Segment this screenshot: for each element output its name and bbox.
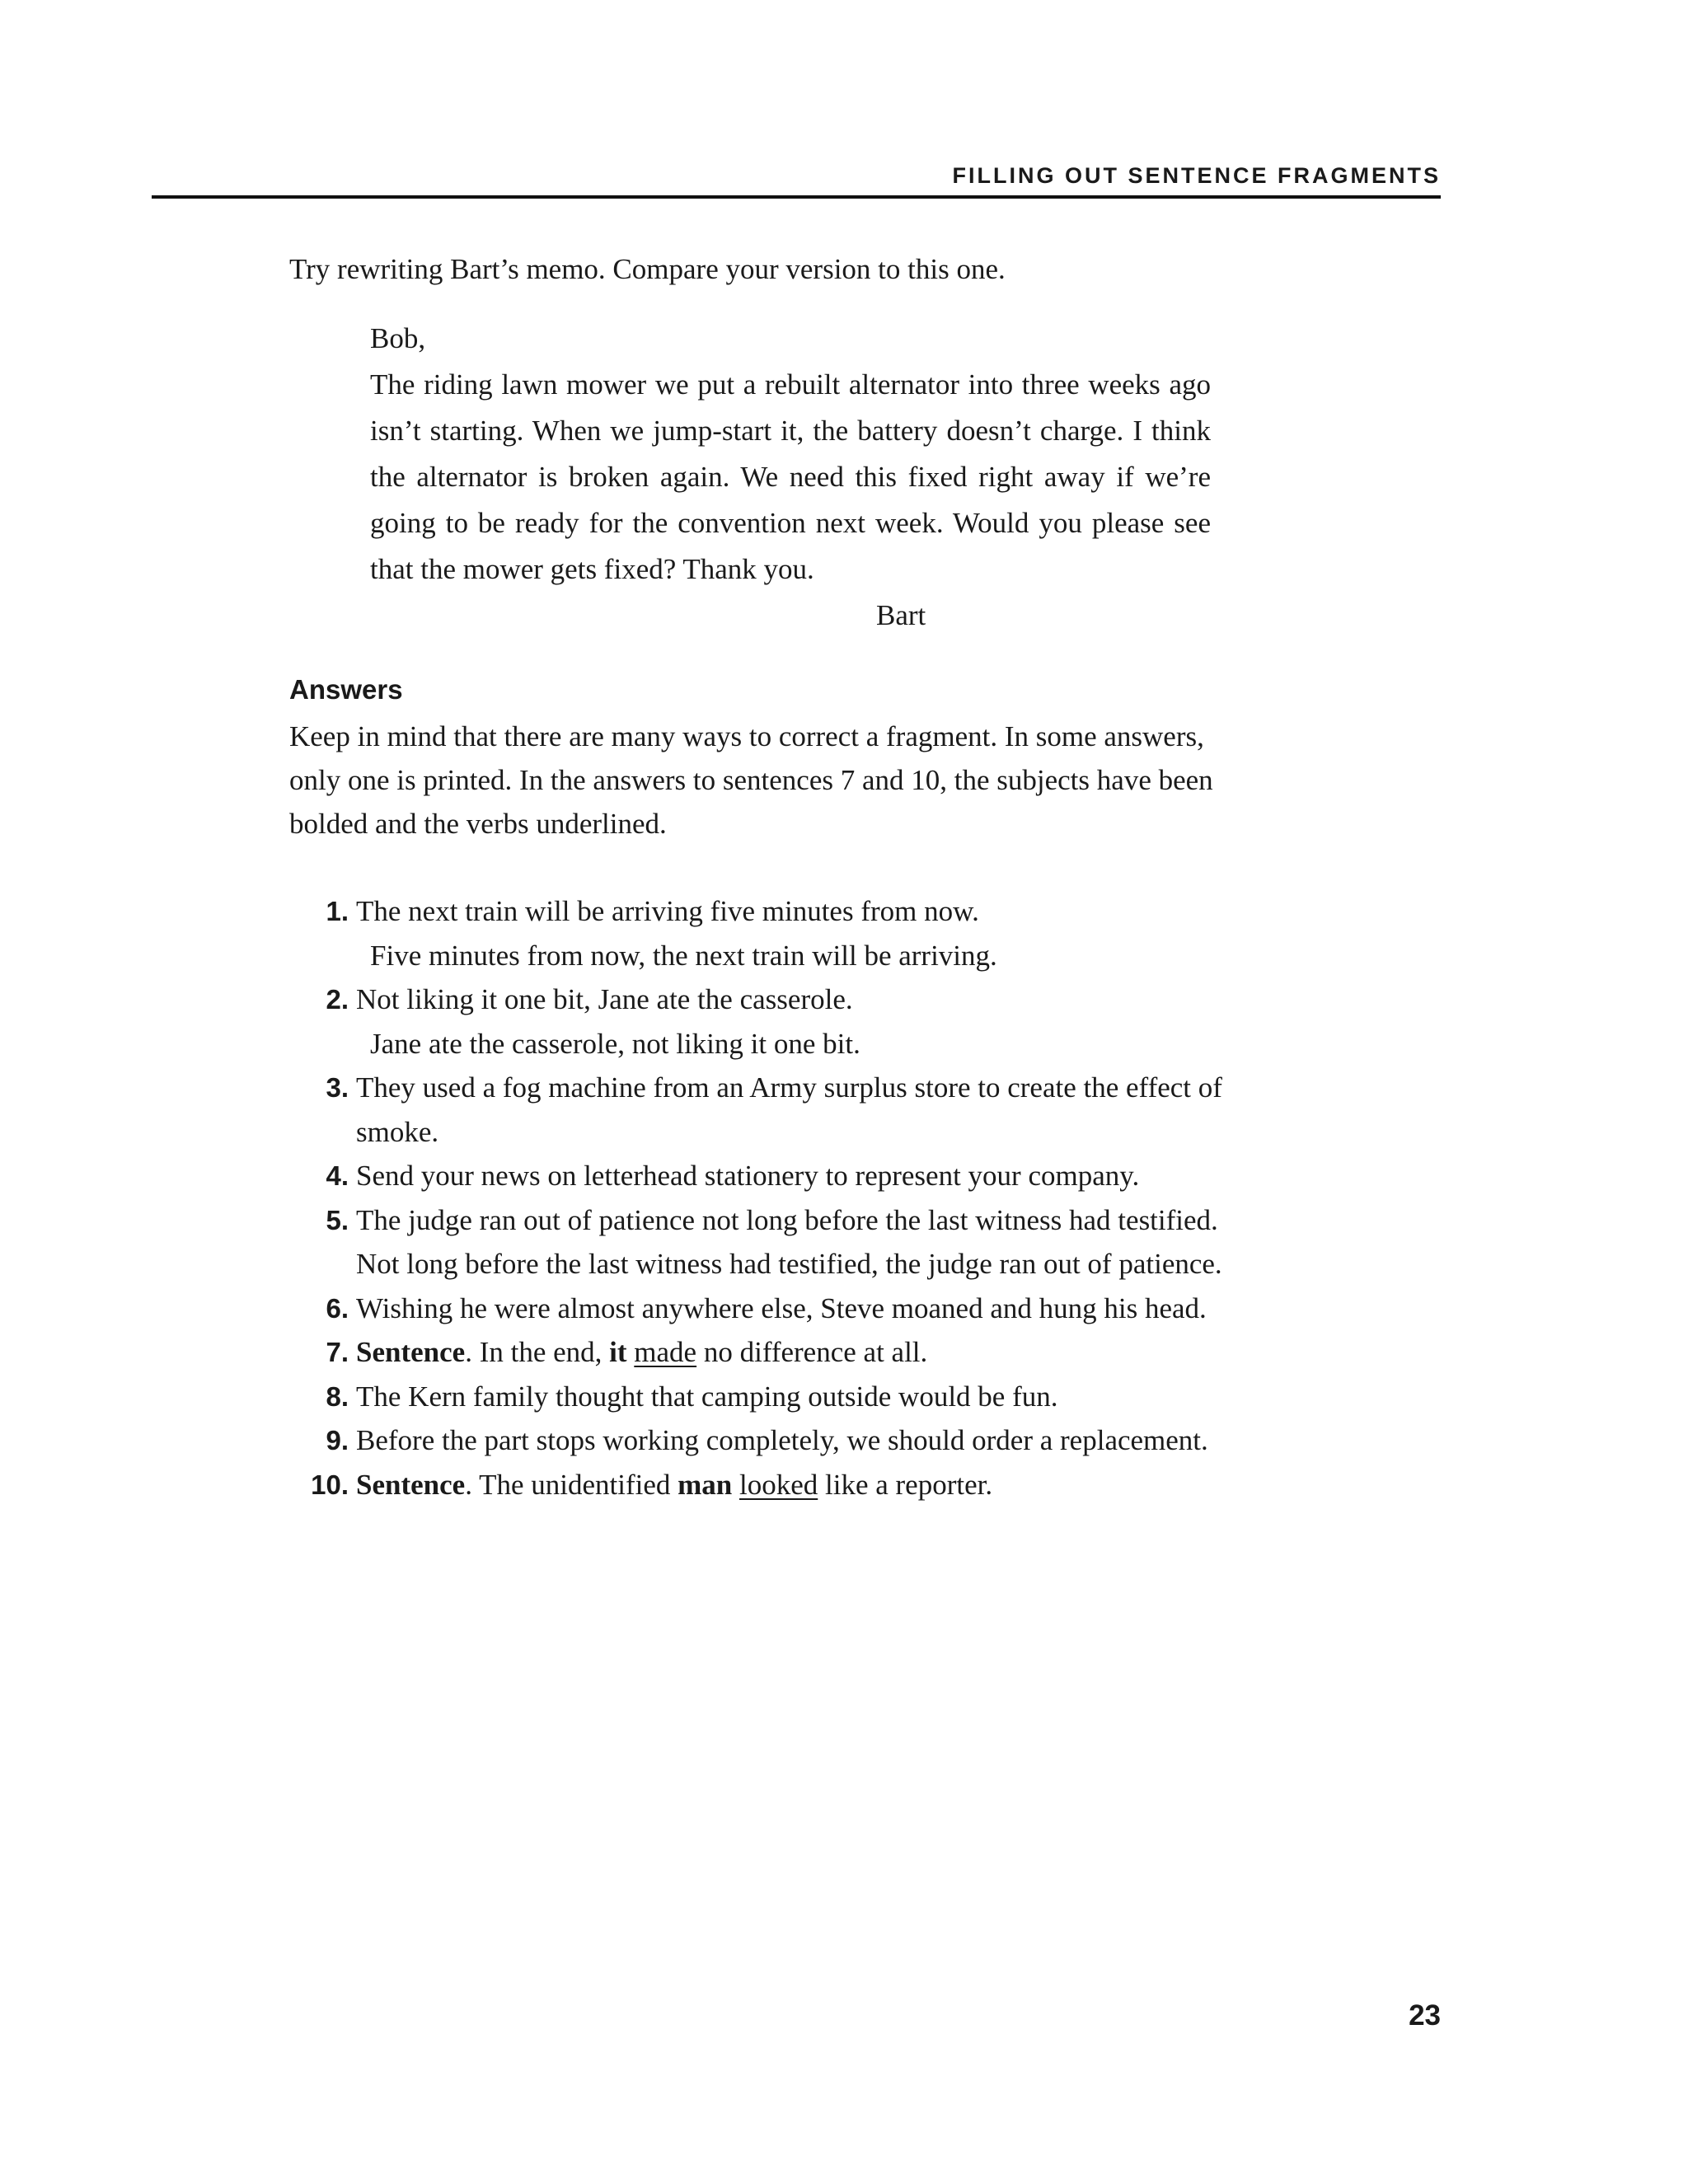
sentence-label: Sentence [356, 1336, 466, 1368]
answer-text: The judge ran out of patience not long before the last witness had testified. [356, 1203, 1218, 1236]
answer-number: 8. [326, 1380, 349, 1412]
running-head: FILLING OUT SENTENCE FRAGMENTS [952, 163, 1441, 188]
answers-intro: Keep in mind that there are many ways to correct a fragment. In some answers, only one is printed. In the answers to sentences 7 and 10, the subjects have been bolded and the verbs underlined. [289, 720, 1213, 840]
answer-item-7 [289, 1330, 1262, 1375]
sentence-label: Sentence [356, 1468, 466, 1501]
answer-number: 9. [326, 1425, 349, 1455]
answer-text-before: . The unidentified [465, 1468, 678, 1501]
answer-item-1 [289, 889, 1262, 977]
memo-greeting: Bob, [370, 322, 426, 354]
answer-text: Send your news on letterhead stationery to represent your company. [356, 1160, 1140, 1192]
answer-number: 7. [326, 1337, 349, 1367]
answer-text: Not liking it one bit, Jane ate the casserole. [356, 983, 853, 1015]
answer-verb: made [634, 1336, 697, 1368]
answer-alternative: Five minutes from now, the next train will be arriving. [370, 939, 997, 972]
answer-text-after: like a reporter. [818, 1468, 993, 1501]
answer-item-2 [289, 977, 1262, 1066]
answer-text: They used a fog machine from an Army surplus store to create the effect of smoke. [356, 1071, 1222, 1148]
answer-number: 5. [326, 1204, 349, 1235]
memo-signature: Bart [876, 599, 926, 631]
memo-body: The riding lawn mower we put a rebuilt alternator into three weeks ago isn’t starting. When we jump-start it, the battery doesn’t charge. I think the alternator is broken again. We need this fixed right away if we’re going to be ready for the convention next week. Would you please see that the mower gets fixed? Thank you. [370, 368, 1211, 585]
answer-item-8 [289, 1375, 1262, 1419]
header-rule [152, 195, 1441, 199]
answers-heading: Answers [289, 674, 403, 705]
answer-subject: it [609, 1336, 627, 1368]
answer-number: 10. [311, 1469, 349, 1500]
answer-text: The next train will be arriving five minutes from now. [356, 895, 979, 927]
answer-number: 6. [326, 1292, 349, 1324]
memo-block [370, 316, 1211, 639]
answer-text: Before the part stops working completely, we should order a replacement. [356, 1424, 1208, 1456]
answer-item-5 [289, 1198, 1262, 1286]
answer-space [732, 1469, 739, 1501]
answer-alternative: Not long before the last witness had testified, the judge ran out of patience. [356, 1248, 1222, 1280]
answer-text-before: . In the end, [465, 1336, 610, 1368]
answer-alternative: Jane ate the casserole, not liking it one bit. [370, 1027, 860, 1060]
answer-text-after: no difference at all. [696, 1336, 928, 1368]
answer-number: 3. [326, 1072, 349, 1103]
answer-item-4 [289, 1154, 1262, 1198]
answer-list [289, 889, 1262, 1507]
answer-number: 1. [326, 896, 349, 926]
page-number: 23 [1409, 1999, 1441, 2032]
answer-number: 4. [326, 1160, 349, 1191]
answer-item-10 [289, 1463, 1262, 1507]
answer-verb: looked [738, 1468, 818, 1501]
answer-space [627, 1336, 635, 1368]
answer-text: The Kern family thought that camping outside would be fun. [356, 1380, 1058, 1413]
answer-item-9 [289, 1418, 1262, 1463]
answer-number: 2. [326, 984, 349, 1015]
answer-item-3 [289, 1066, 1262, 1154]
answer-text: Wishing he were almost anywhere else, Steve moaned and hung his head. [356, 1291, 1207, 1324]
intro-paragraph: Try rewriting Bart’s memo. Compare your version to this one. [289, 253, 1006, 285]
answer-item-6 [289, 1286, 1262, 1331]
answer-subject: man [678, 1468, 733, 1501]
